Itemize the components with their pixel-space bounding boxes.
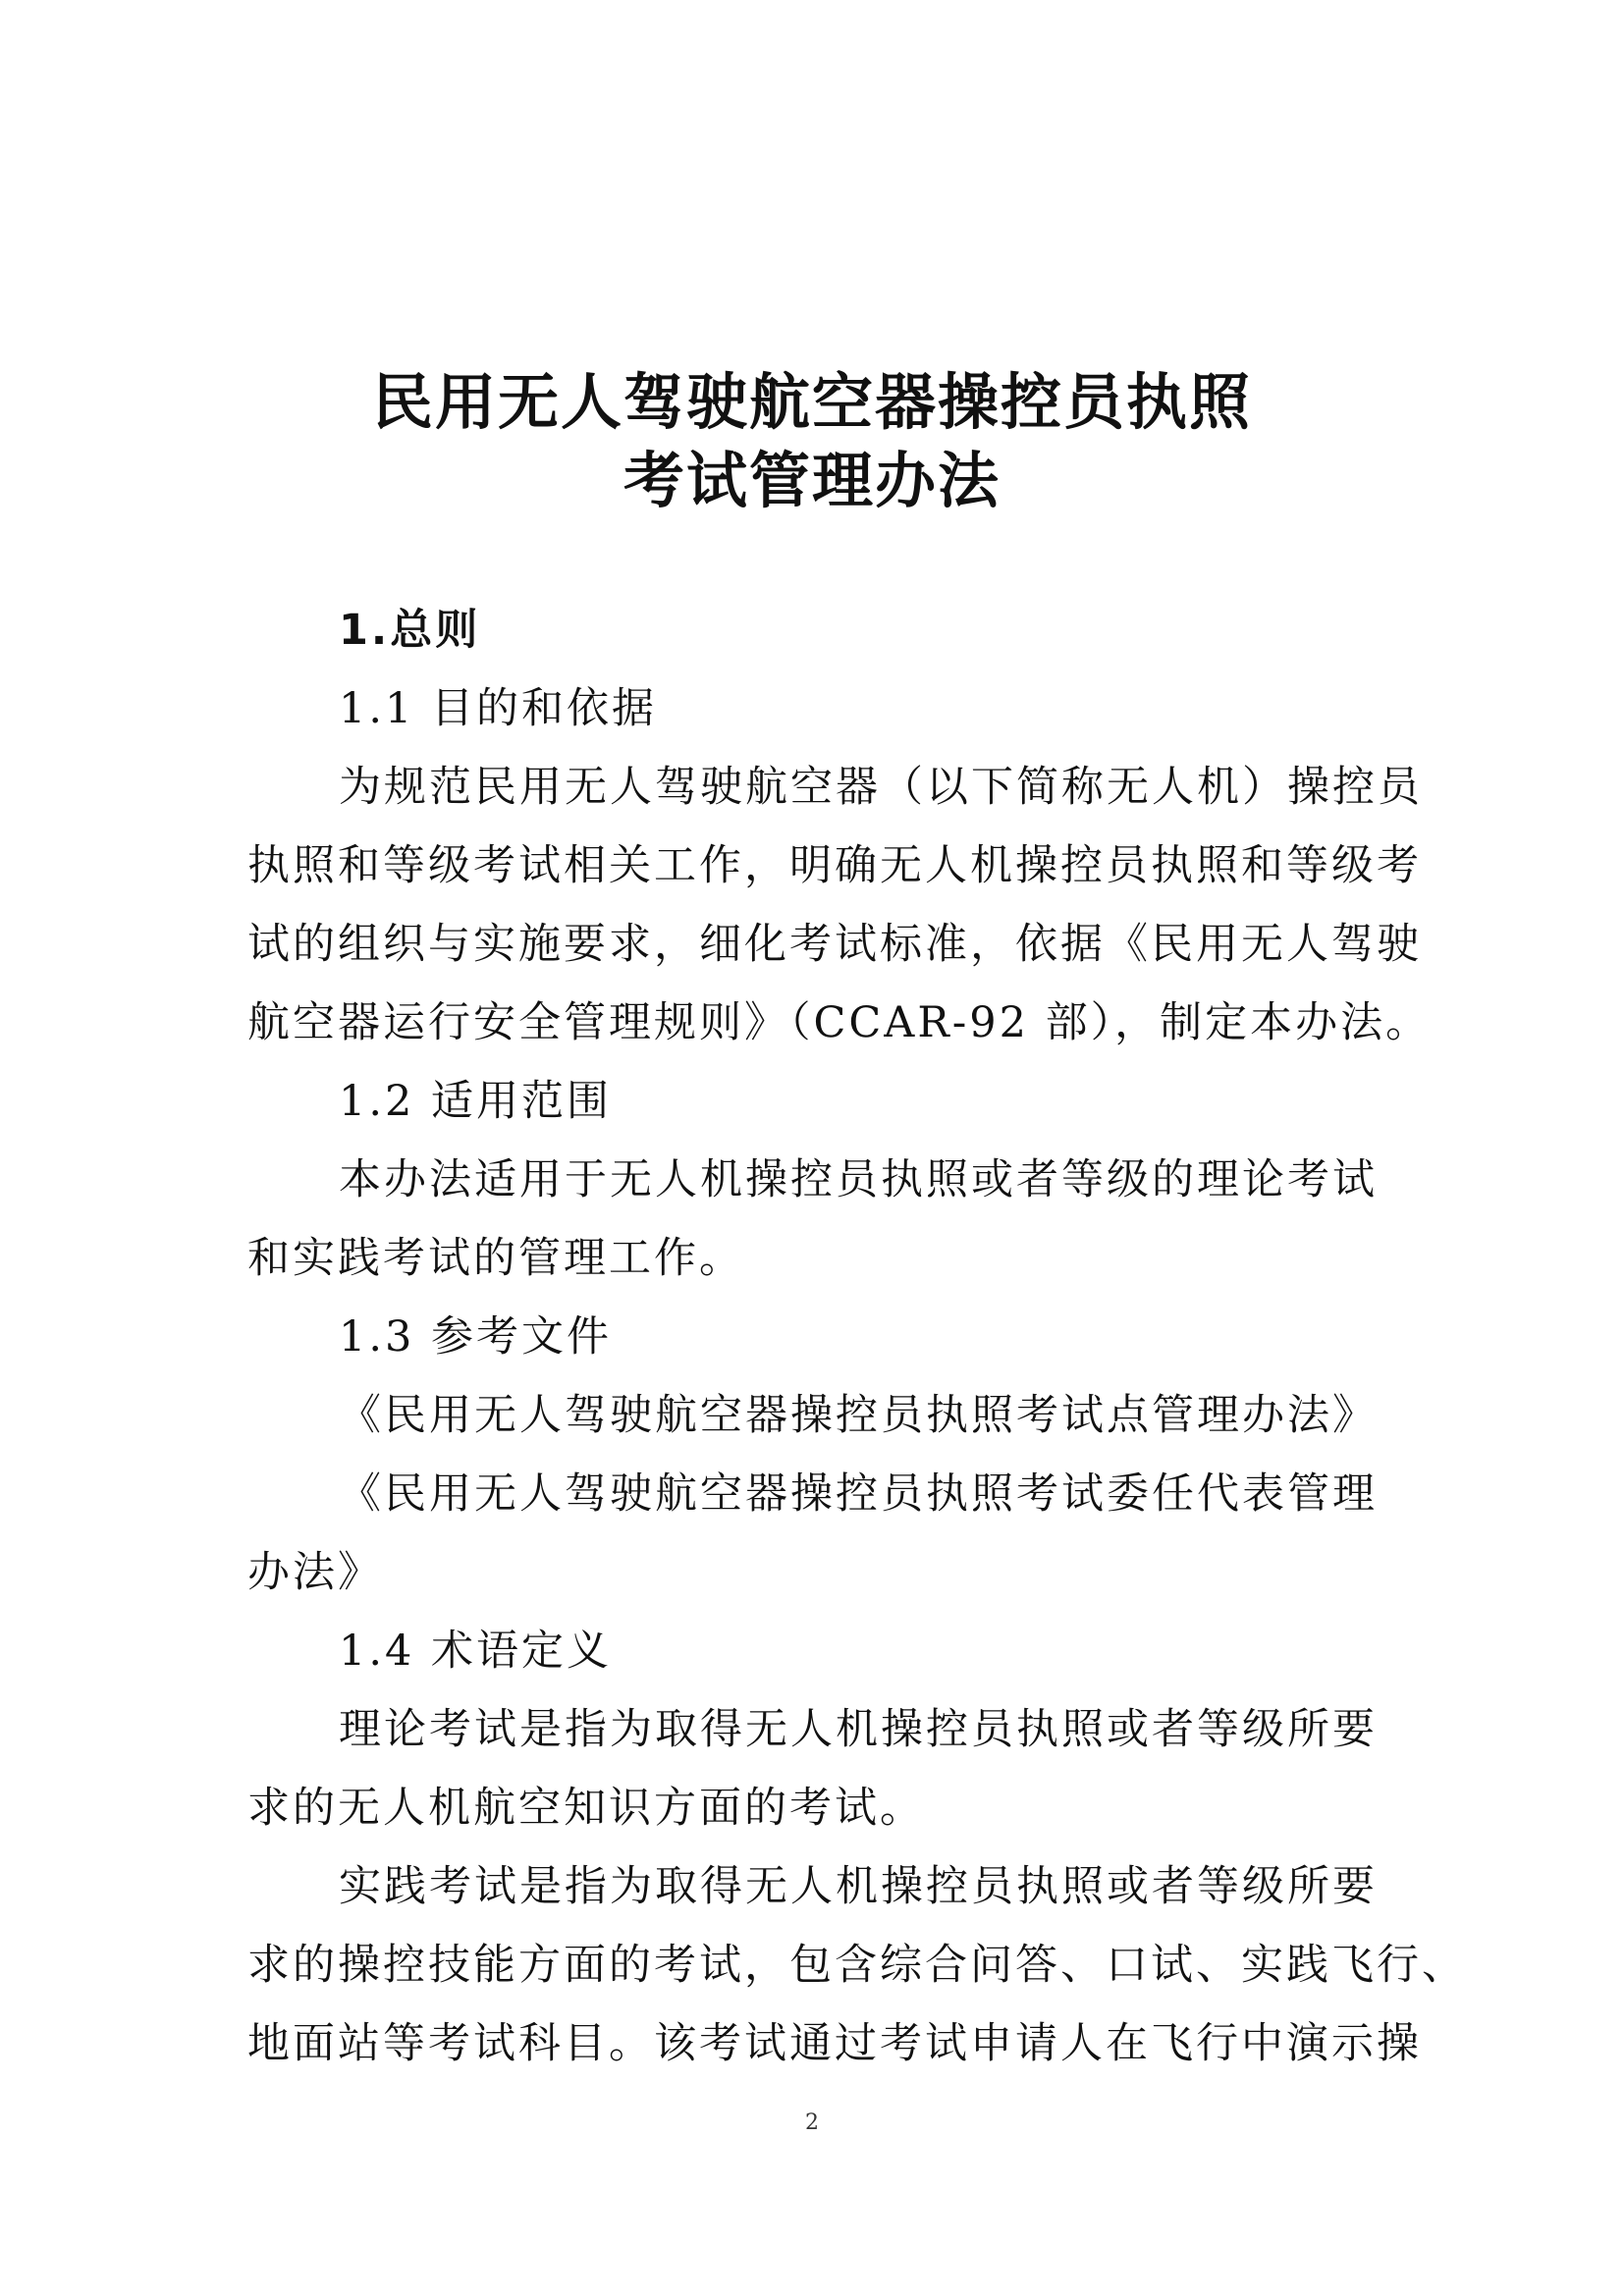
paragraph-line: 航空器运行安全管理规则》（CCAR-92 部），制定本办法。 [247,998,1432,1047]
subsection-heading-scope: 1.2 适用范围 [339,1077,613,1126]
subsection-heading-references: 1.3 参考文件 [339,1312,613,1362]
reference-item-continuation: 办法》 [247,1548,383,1597]
paragraph-line: 地面站等考试科目。该考试通过考试申请人在飞行中演示操 [247,2019,1422,2068]
paragraph-line: 试的组织与实施要求，细化考试标准，依据《民用无人驾驶 [247,920,1422,969]
page-number: 2 [805,2110,819,2135]
reference-item: 《民用无人驾驶航空器操控员执照考试点管理办法》 [339,1391,1378,1440]
section-heading-general: 1.总则 [339,606,481,655]
paragraph-line: 实践考试是指为取得无人机操控员执照或者等级所要 [339,1862,1378,1911]
paragraph-line: 和实践考试的管理工作。 [247,1234,744,1283]
subsection-heading-definitions: 1.4 术语定义 [339,1627,613,1676]
subsection-heading-purpose: 1.1 目的和依据 [339,684,658,733]
paragraph-line: 理论考试是指为取得无人机操控员执照或者等级所要 [339,1705,1378,1754]
paragraph-line: 执照和等级考试相关工作，明确无人机操控员执照和等级考 [247,841,1422,890]
document-title-line-1: 民用无人驾驶航空器操控员执照 [371,366,1252,438]
document-title-line-2: 考试管理办法 [623,445,1001,516]
paragraph-line: 求的无人机航空知识方面的考试。 [247,1784,925,1833]
paragraph-line: 求的操控技能方面的考试，包含综合问答、口试、实践飞行、 [247,1941,1467,1990]
reference-item: 《民用无人驾驶航空器操控员执照考试委任代表管理 [339,1469,1378,1519]
paragraph-line: 本办法适用于无人机操控员执照或者等级的理论考试 [339,1155,1378,1204]
paragraph-line: 为规范民用无人驾驶航空器（以下简称无人机）操控员 [339,763,1423,812]
